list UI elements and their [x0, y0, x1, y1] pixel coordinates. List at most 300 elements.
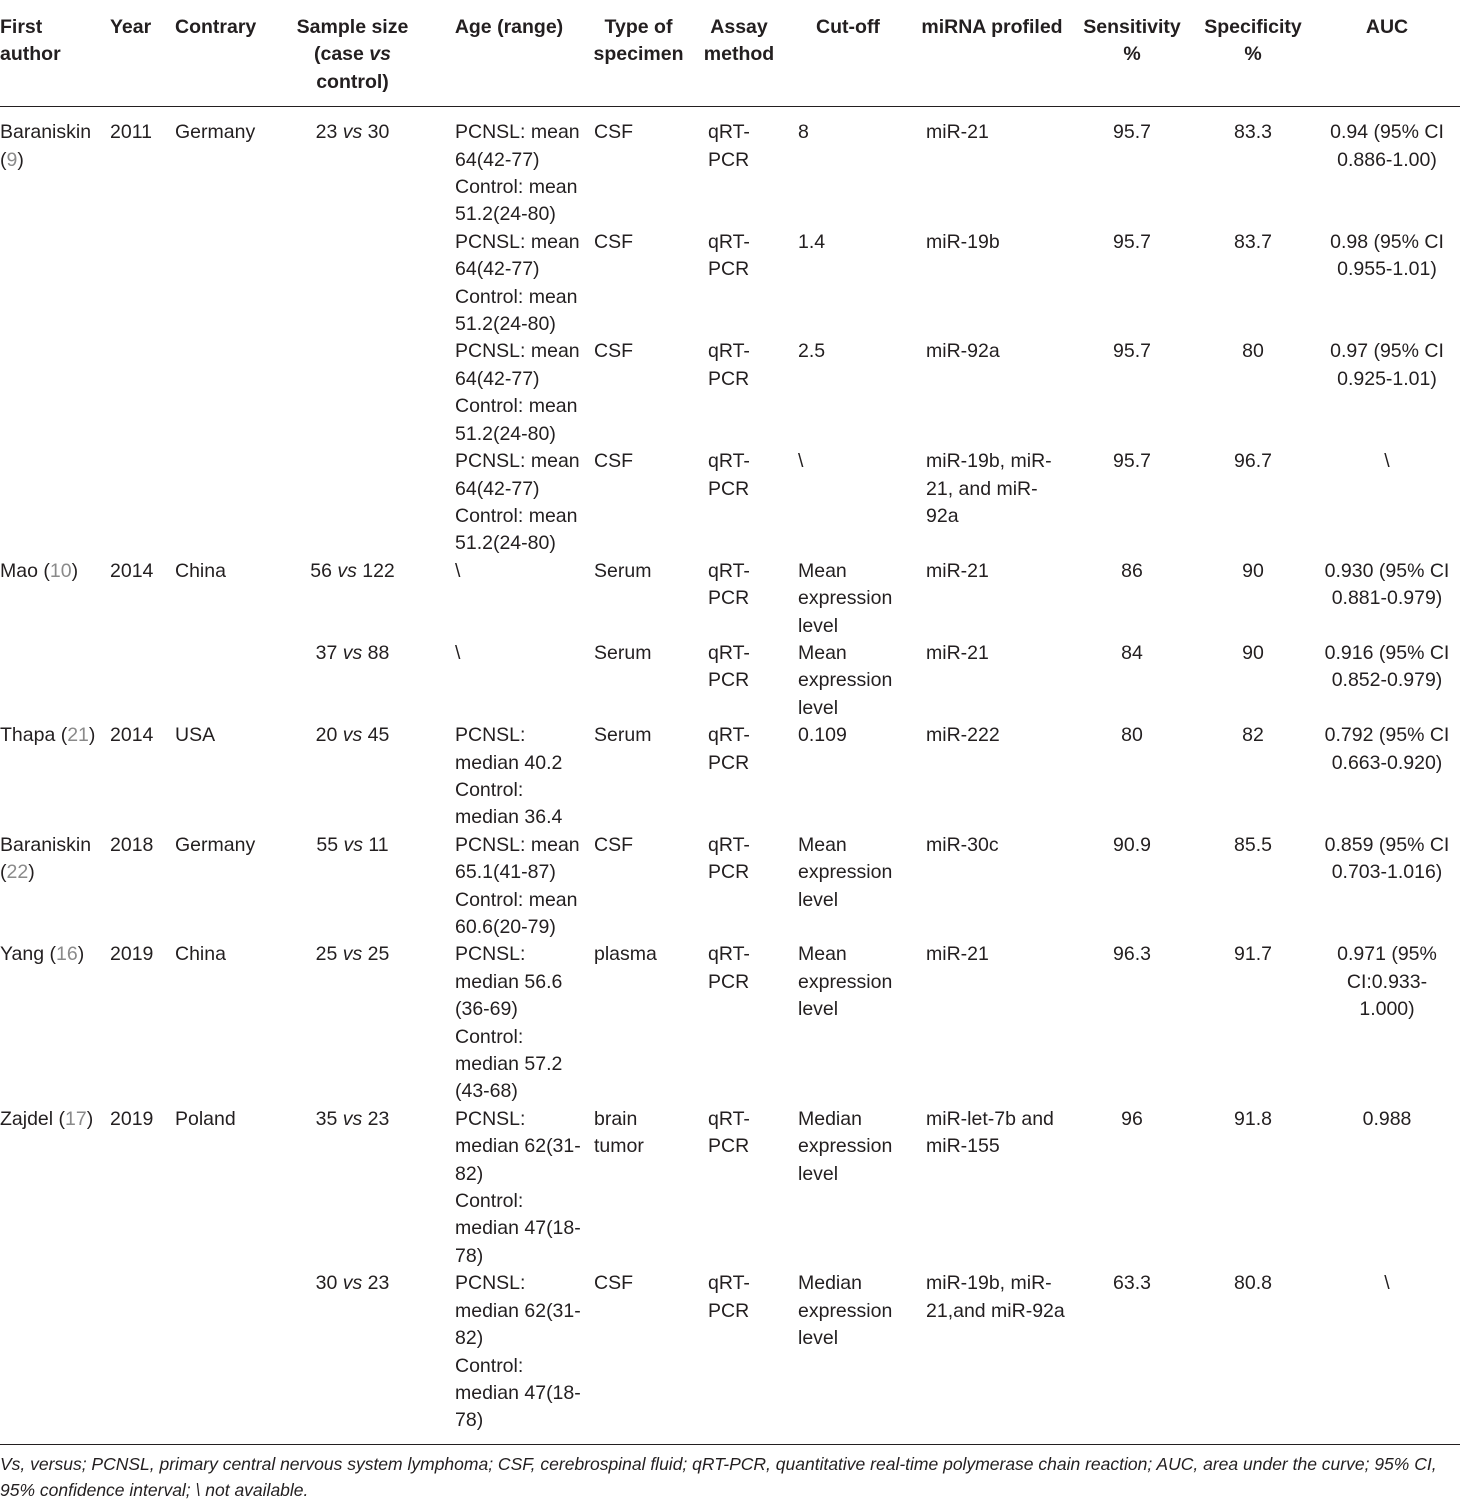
- cell-mirna: [912, 229, 1072, 339]
- cell-author-line: Baraniskin: [0, 833, 92, 856]
- cell-cutoff: [784, 722, 912, 832]
- cell-age: [435, 1106, 583, 1270]
- cell-mirna-line: miR-19b, miR-: [926, 450, 1052, 473]
- cell-cutoff-line: 8: [798, 121, 809, 144]
- cell-country: USA: [175, 724, 216, 747]
- header-specimen: Type of specimen: [593, 16, 684, 66]
- table-row: [0, 941, 1460, 1105]
- cell-specificity: 80.8: [1234, 1272, 1272, 1295]
- cell-cutoff-line: expression: [798, 1135, 893, 1158]
- cell-specimen-line: brain: [594, 1107, 638, 1130]
- cell-age-line: 78): [455, 1244, 484, 1267]
- cell-assay-line: PCR: [708, 367, 750, 390]
- cell-year: 2011: [110, 121, 152, 144]
- cell-mirna-line: 21,and miR-92a: [926, 1299, 1065, 1322]
- cell-assay: [694, 640, 784, 722]
- cell-mirna: [912, 448, 1072, 558]
- cell-age-line: Control: mean: [455, 504, 578, 527]
- cell-assay-line: qRT-: [708, 340, 750, 363]
- cell-assay: [694, 338, 784, 448]
- cell-specimen: [583, 640, 694, 722]
- cell-assay: [694, 229, 784, 339]
- cell-mirna: [912, 722, 1072, 832]
- cell-age-line: median 47(18-: [455, 1381, 581, 1404]
- cell-age-line: 51.2(24-80): [455, 422, 556, 445]
- cell-cutoff-line: level: [798, 1162, 839, 1185]
- cell-auc-line: 0.881-0.979): [1331, 587, 1443, 610]
- cell-cutoff: [784, 107, 912, 229]
- cell-cutoff: [784, 640, 912, 722]
- cell-auc-line: 0.988: [1362, 1107, 1412, 1130]
- cell-specimen: [583, 941, 694, 1105]
- cell-age-line: \: [455, 559, 461, 582]
- cell-assay: [694, 722, 784, 832]
- cell-specimen-line: tumor: [594, 1135, 644, 1158]
- cell-assay-line: qRT-: [708, 121, 750, 144]
- header-age: Age (range): [454, 16, 564, 38]
- cell-assay-line: PCR: [708, 751, 750, 774]
- table-row: [0, 229, 1460, 339]
- cell-age-line: (36-69): [455, 998, 518, 1021]
- cell-assay-line: PCR: [708, 1299, 750, 1322]
- cell-specimen: [583, 107, 694, 229]
- cell-age-line: median 47(18-: [455, 1217, 581, 1240]
- cell-auc-line: 0.859 (95% CI: [1324, 833, 1450, 856]
- cell-mirna-line: miR-155: [926, 1135, 1000, 1158]
- cell-country: Germany: [175, 833, 256, 856]
- cell-assay: [694, 1106, 784, 1270]
- cell-age-line: 78): [455, 1409, 484, 1432]
- cell-mirna-line: miR-222: [926, 724, 1000, 747]
- cell-specificity: 90: [1242, 559, 1264, 582]
- cell-cutoff-line: level: [798, 696, 839, 719]
- cell-age-line: PCNSL: mean: [455, 833, 580, 856]
- cell-assay-line: qRT-: [708, 230, 750, 253]
- cell-year: [110, 448, 175, 558]
- cell-age: [435, 448, 583, 558]
- cell-auc: [1314, 832, 1460, 942]
- cell-author: [0, 640, 110, 722]
- cell-cutoff: [784, 448, 912, 558]
- header-cutoff: Cut-off: [816, 16, 880, 38]
- cell-author: [0, 722, 110, 832]
- cell-cutoff: [784, 832, 912, 942]
- cell-cutoff-line: level: [798, 614, 839, 637]
- cell-auc-line: 0.94 (95% CI: [1330, 121, 1444, 144]
- cell-cutoff: [784, 1106, 912, 1270]
- cell-mirna: [912, 640, 1072, 722]
- cell-sample-size: 37 vs 88: [315, 641, 390, 664]
- cell-age-line: \: [455, 641, 461, 664]
- cell-age-line: 82): [455, 1162, 484, 1185]
- cell-age-line: Control:: [455, 1354, 524, 1377]
- cell-assay-line: PCR: [708, 477, 750, 500]
- cell-sample-size: 56 vs 122: [310, 559, 395, 582]
- cell-cutoff-line: Mean: [798, 641, 847, 664]
- cell-mirna-line: miR-21: [926, 121, 989, 144]
- cell-mirna: [912, 1270, 1072, 1434]
- cell-author: [0, 558, 110, 640]
- cell-assay-line: qRT-: [708, 724, 750, 747]
- cell-auc-line: 0.98 (95% CI: [1330, 230, 1444, 253]
- cell-mirna-line: miR-21: [926, 943, 989, 966]
- cell-sample-size: 23 vs 30: [315, 121, 390, 144]
- cell-sensitivity: 90.9: [1113, 833, 1151, 856]
- cell-auc-line: \: [1384, 450, 1390, 473]
- cell-specificity: 91.7: [1234, 943, 1272, 966]
- cell-assay-line: qRT-: [708, 833, 750, 856]
- cell-cutoff: [784, 1270, 912, 1434]
- cell-assay-line: PCR: [708, 970, 750, 993]
- cell-mirna-line: 92a: [926, 504, 959, 527]
- cell-auc: [1314, 640, 1460, 722]
- cell-specimen-line: CSF: [594, 121, 633, 144]
- cell-country: Poland: [175, 1107, 236, 1130]
- cell-cutoff-line: 2.5: [798, 340, 826, 363]
- cell-year: [110, 338, 175, 448]
- cell-assay-line: qRT-: [708, 1107, 750, 1130]
- cell-specificity: 82: [1242, 724, 1264, 747]
- cell-specificity: 83.7: [1234, 230, 1272, 253]
- table-row: [0, 558, 1460, 640]
- cell-country: [175, 229, 270, 339]
- cell-auc-line: CI:0.933-: [1346, 970, 1428, 993]
- cell-specimen-line: Serum: [594, 641, 652, 664]
- cell-assay: [694, 832, 784, 942]
- cell-specimen-line: CSF: [594, 450, 633, 473]
- header-year: Year: [110, 16, 152, 38]
- cell-cutoff-line: Mean: [798, 833, 847, 856]
- cell-assay: [694, 1270, 784, 1434]
- cell-cutoff: [784, 941, 912, 1105]
- cell-cutoff-line: Mean: [798, 559, 847, 582]
- cell-age: [435, 558, 583, 640]
- cell-age-line: PCNSL:: [455, 724, 526, 747]
- cell-age-line: 64(42-77): [455, 148, 540, 171]
- cell-auc: [1314, 1270, 1460, 1434]
- cell-cutoff-line: level: [798, 998, 839, 1021]
- cell-sensitivity: 86: [1121, 559, 1143, 582]
- cell-specimen: [583, 558, 694, 640]
- table-row: [0, 338, 1460, 448]
- cell-cutoff: [784, 229, 912, 339]
- cell-author-line: Mao (10): [0, 559, 79, 582]
- header-assay: Assay method: [703, 16, 775, 66]
- cell-author: [0, 448, 110, 558]
- cell-assay-line: PCR: [708, 258, 750, 281]
- cell-specificity: 83.3: [1234, 121, 1272, 144]
- cell-sample-size: [270, 229, 435, 339]
- table-row: [0, 448, 1460, 558]
- cell-specimen-line: Serum: [594, 559, 652, 582]
- cell-auc: [1314, 107, 1460, 229]
- cell-auc-line: 0.925-1.01): [1337, 367, 1437, 390]
- cell-age-line: Control:: [455, 1025, 524, 1048]
- cell-auc: [1314, 229, 1460, 339]
- cell-author: [0, 832, 110, 942]
- header-row: [0, 10, 1460, 107]
- cell-mirna-line: miR-21: [926, 641, 989, 664]
- cell-country: Germany: [175, 121, 256, 144]
- cell-mirna-line: miR-19b, miR-: [926, 1272, 1052, 1295]
- cell-age-line: Control: mean: [455, 888, 578, 911]
- cell-auc: [1314, 448, 1460, 558]
- cell-age-line: PCNSL:: [455, 1107, 526, 1130]
- cell-age-line: PCNSL: mean: [455, 230, 580, 253]
- cell-cutoff: [784, 338, 912, 448]
- cell-auc-line: 0.930 (95% CI: [1324, 559, 1450, 582]
- cell-assay-line: qRT-: [708, 1272, 750, 1295]
- cell-specimen: [583, 338, 694, 448]
- cell-country: [175, 448, 270, 558]
- cell-year: [110, 229, 175, 339]
- cell-age-line: median 40.2: [455, 751, 563, 774]
- cell-country: China: [175, 943, 226, 966]
- cell-cutoff-line: level: [798, 1327, 839, 1350]
- cell-cutoff-line: expression: [798, 1299, 893, 1322]
- table-row: [0, 722, 1460, 832]
- cell-cutoff: [784, 558, 912, 640]
- cell-author: [0, 229, 110, 339]
- cell-cutoff-line: 1.4: [798, 230, 826, 253]
- cell-country: [175, 640, 270, 722]
- cell-auc: [1314, 941, 1460, 1105]
- cell-assay-line: PCR: [708, 669, 750, 692]
- cell-sample-size: [270, 338, 435, 448]
- cell-cutoff-line: expression: [798, 970, 893, 993]
- cell-year: 2014: [110, 724, 154, 747]
- cell-sensitivity: 80: [1121, 724, 1143, 747]
- cell-mirna: [912, 107, 1072, 229]
- cell-mirna-line: miR-21: [926, 559, 989, 582]
- cell-author-line: (9): [0, 148, 24, 171]
- header-mirna: miRNA profiled: [921, 16, 1063, 38]
- cell-auc-line: \: [1384, 1272, 1390, 1295]
- cell-specimen-line: plasma: [594, 943, 657, 966]
- cell-age-line: 51.2(24-80): [455, 203, 556, 226]
- cell-sensitivity: 95.7: [1113, 121, 1151, 144]
- cell-age-line: median 62(31-: [455, 1299, 581, 1322]
- cell-assay: [694, 448, 784, 558]
- cell-age-line: 51.2(24-80): [455, 313, 556, 336]
- table-row: [0, 107, 1460, 229]
- cell-country: [175, 1270, 270, 1434]
- cell-country: China: [175, 559, 226, 582]
- cell-specimen: [583, 229, 694, 339]
- cell-mirna-line: miR-19b: [926, 230, 1000, 253]
- cell-age: [435, 640, 583, 722]
- cell-sensitivity: 96: [1121, 1107, 1143, 1130]
- cell-auc-line: 0.886-1.00): [1337, 148, 1437, 171]
- cell-author-line: (22): [0, 861, 35, 884]
- cell-auc-line: 0.852-0.979): [1331, 669, 1443, 692]
- footnote-line: Vs, versus; PCNSL, primary central nervous system lymphoma; CSF, cerebrospinal fluid; qRT-PCR, quantitative real-time polymerase chain reaction; AUC, area under the curve; 95% CI,: [0, 1454, 1437, 1474]
- cell-assay: [694, 107, 784, 229]
- cell-mirna: [912, 338, 1072, 448]
- cell-specimen: [583, 1106, 694, 1270]
- cell-year: 2019: [110, 943, 154, 966]
- cell-author: [0, 1106, 110, 1270]
- table-row: [0, 1106, 1460, 1270]
- cell-age-line: 64(42-77): [455, 477, 540, 500]
- cell-age-line: 65.1(41-87): [455, 861, 556, 884]
- cell-cutoff-line: expression: [798, 669, 893, 692]
- cell-assay-line: PCR: [708, 1135, 750, 1158]
- cell-age-line: median 56.6: [455, 970, 563, 993]
- cell-sensitivity: 95.7: [1113, 230, 1151, 253]
- cell-mirna: [912, 832, 1072, 942]
- cell-age-line: Control:: [455, 778, 524, 801]
- cell-age-line: PCNSL: mean: [455, 450, 580, 473]
- cell-cutoff-line: \: [798, 450, 804, 473]
- cell-auc: [1314, 1106, 1460, 1270]
- cell-auc-line: 0.955-1.01): [1337, 258, 1437, 281]
- cell-specimen: [583, 832, 694, 942]
- cell-mirna-line: miR-30c: [926, 833, 999, 856]
- cell-age: [435, 338, 583, 448]
- table-row: [0, 640, 1460, 722]
- cell-assay-line: qRT-: [708, 943, 750, 966]
- cell-author: [0, 941, 110, 1105]
- cell-auc: [1314, 338, 1460, 448]
- cell-age-line: PCNSL: mean: [455, 121, 580, 144]
- cell-specificity: 80: [1242, 340, 1264, 363]
- cell-age-line: 64(42-77): [455, 258, 540, 281]
- results-table: [0, 10, 1460, 1435]
- cell-specificity: 91.8: [1234, 1107, 1272, 1130]
- cell-mirna: [912, 1106, 1072, 1270]
- cell-specificity: 90: [1242, 641, 1264, 664]
- cell-cutoff-line: expression: [798, 587, 893, 610]
- cell-specimen-line: CSF: [594, 230, 633, 253]
- header-author: First author: [0, 16, 61, 66]
- cell-assay-line: qRT-: [708, 559, 750, 582]
- cell-age-line: 82): [455, 1327, 484, 1350]
- cell-specificity: 96.7: [1234, 450, 1272, 473]
- cell-year: 2019: [110, 1107, 154, 1130]
- cell-sample-size: [270, 448, 435, 558]
- cell-author-line: Baraniskin: [0, 121, 92, 144]
- cell-specimen: [583, 1270, 694, 1434]
- cell-specimen: [583, 722, 694, 832]
- cell-auc-line: 0.916 (95% CI: [1324, 641, 1450, 664]
- cell-auc: [1314, 558, 1460, 640]
- cell-age-line: 51.2(24-80): [455, 532, 556, 555]
- cell-author-line: Thapa (21): [0, 724, 96, 747]
- cell-author-line: Yang (16): [0, 943, 85, 966]
- cell-age-line: PCNSL: mean: [455, 340, 580, 363]
- cell-age: [435, 941, 583, 1105]
- cell-cutoff-line: 0.109: [798, 724, 847, 747]
- cell-assay-line: qRT-: [708, 641, 750, 664]
- cell-cutoff-line: level: [798, 888, 839, 911]
- cell-age: [435, 722, 583, 832]
- cell-specimen: [583, 448, 694, 558]
- cell-author: [0, 107, 110, 229]
- cell-cutoff-line: Mean: [798, 943, 847, 966]
- cell-assay: [694, 941, 784, 1105]
- cell-auc-line: 0.703-1.016): [1331, 861, 1443, 884]
- cell-mirna-line: miR-let-7b and: [926, 1107, 1054, 1130]
- cell-sample-size: 25 vs 25: [315, 943, 390, 966]
- cell-year: 2014: [110, 559, 154, 582]
- cell-specimen-line: CSF: [594, 340, 633, 363]
- cell-auc: [1314, 722, 1460, 832]
- cell-mirna: [912, 558, 1072, 640]
- cell-auc-line: 0.97 (95% CI: [1330, 340, 1444, 363]
- cell-age-line: Control: mean: [455, 176, 578, 199]
- cell-age-line: Control: mean: [455, 395, 578, 418]
- cell-assay-line: qRT-: [708, 450, 750, 473]
- cell-sensitivity: 84: [1121, 641, 1143, 664]
- bottom-rule: [0, 1444, 1460, 1445]
- cell-year: 2018: [110, 833, 154, 856]
- header-sample-size: Sample size (case vs control): [296, 16, 409, 93]
- cell-specificity: 85.5: [1234, 833, 1272, 856]
- cell-age-line: PCNSL:: [455, 1272, 526, 1295]
- cell-mirna-line: 21, and miR-: [926, 477, 1038, 500]
- cell-country: [175, 338, 270, 448]
- cell-age-line: PCNSL:: [455, 943, 526, 966]
- table-row: [0, 1270, 1460, 1434]
- table-body: [0, 107, 1460, 1435]
- cell-mirna-line: miR-92a: [926, 340, 1000, 363]
- cell-specimen-line: CSF: [594, 833, 633, 856]
- header-country: Contrary: [175, 16, 257, 38]
- cell-age: [435, 229, 583, 339]
- cell-specimen-line: Serum: [594, 724, 652, 747]
- cell-age-line: Control: mean: [455, 285, 578, 308]
- cell-auc-line: 0.971 (95%: [1337, 943, 1437, 966]
- cell-age-line: median 62(31-: [455, 1135, 581, 1158]
- cell-assay-line: PCR: [708, 148, 750, 171]
- cell-age-line: Control:: [455, 1190, 524, 1213]
- cell-age: [435, 832, 583, 942]
- cell-age: [435, 107, 583, 229]
- table-row: [0, 832, 1460, 942]
- cell-sample-size: 55 vs 11: [316, 833, 389, 856]
- cell-assay-line: PCR: [708, 861, 750, 884]
- cell-age: [435, 1270, 583, 1434]
- cell-assay-line: PCR: [708, 587, 750, 610]
- cell-age-line: 60.6(20-79): [455, 916, 556, 938]
- header-sensitivity: Sensitivity %: [1083, 16, 1181, 66]
- cell-sample-size: 20 vs 45: [315, 724, 390, 747]
- cell-age-line: median 36.4: [455, 806, 563, 829]
- cell-auc-line: 0.792 (95% CI: [1324, 724, 1450, 747]
- cell-sample-size: 30 vs 23: [315, 1272, 390, 1295]
- cell-sensitivity: 95.7: [1113, 450, 1151, 473]
- cell-sample-size: 35 vs 23: [315, 1107, 390, 1130]
- cell-auc-line: 0.663-0.920): [1331, 751, 1443, 774]
- cell-author-line: Zajdel (17): [0, 1107, 94, 1130]
- cell-age-line: 64(42-77): [455, 367, 540, 390]
- cell-mirna: [912, 941, 1072, 1105]
- header-auc: AUC: [1365, 16, 1409, 38]
- footnote-line: 95% confidence interval; \ not available.: [0, 1480, 309, 1500]
- cell-year: [110, 1270, 175, 1434]
- cell-assay: [694, 558, 784, 640]
- cell-author: [0, 338, 110, 448]
- cell-author: [0, 1270, 110, 1434]
- table-footnote: [0, 1451, 1460, 1503]
- cell-sensitivity: 95.7: [1113, 340, 1151, 363]
- cell-cutoff-line: Median: [798, 1272, 862, 1295]
- cell-year: [110, 640, 175, 722]
- cell-sensitivity: 63.3: [1113, 1272, 1151, 1295]
- cell-cutoff-line: Median: [798, 1107, 862, 1130]
- header-specificity: Specificity %: [1204, 16, 1302, 66]
